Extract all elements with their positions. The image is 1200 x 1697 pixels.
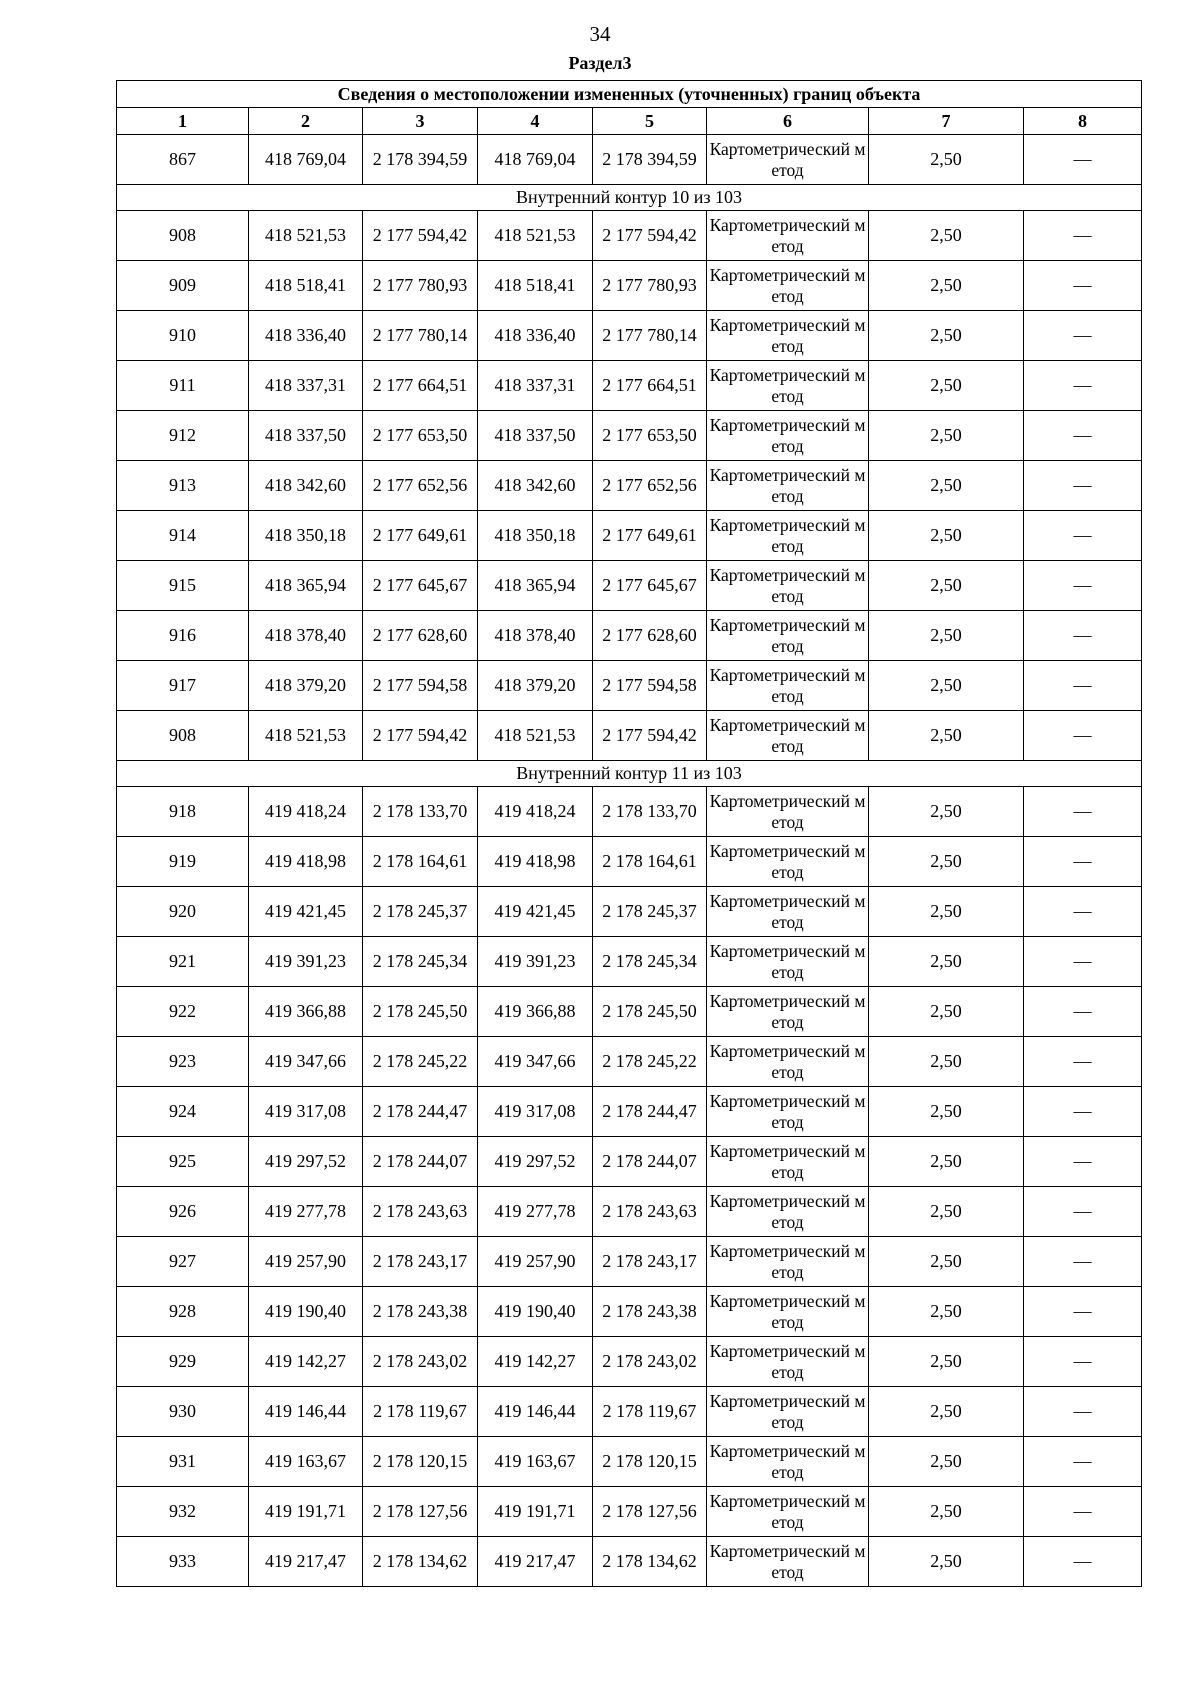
y-new-cell: 2 177 628,60 (593, 611, 707, 661)
description-cell: — (1024, 711, 1142, 761)
table-row (117, 787, 1142, 837)
accuracy-cell: 2,50 (869, 561, 1024, 611)
x-old-cell: 418 518,41 (249, 261, 363, 311)
description-cell: — (1024, 261, 1142, 311)
x-new-cell: 419 190,40 (478, 1287, 593, 1337)
point-number-cell: 932 (117, 1487, 249, 1537)
description-cell: — (1024, 1487, 1142, 1537)
accuracy-cell: 2,50 (869, 711, 1024, 761)
point-number-cell: 922 (117, 987, 249, 1037)
x-new-cell: 419 297,52 (478, 1137, 593, 1187)
table-row (117, 1037, 1142, 1087)
y-old-cell: 2 177 780,93 (363, 261, 478, 311)
point-number-cell: 911 (117, 361, 249, 411)
x-old-cell: 418 521,53 (249, 211, 363, 261)
y-old-cell: 2 178 127,56 (363, 1487, 478, 1537)
x-new-cell: 418 342,60 (478, 461, 593, 511)
method-cell: Картометрический метод (707, 787, 869, 837)
table-row (117, 1487, 1142, 1537)
description-cell: — (1024, 1387, 1142, 1437)
method-cell: Картометрический метод (707, 1337, 869, 1387)
y-old-cell: 2 177 594,58 (363, 661, 478, 711)
y-old-cell: 2 178 120,15 (363, 1437, 478, 1487)
table-row (117, 411, 1142, 461)
accuracy-cell: 2,50 (869, 887, 1024, 937)
method-cell: Картометрический метод (707, 1087, 869, 1137)
x-old-cell: 419 317,08 (249, 1087, 363, 1137)
x-old-cell: 418 521,53 (249, 711, 363, 761)
y-new-cell: 2 178 133,70 (593, 787, 707, 837)
table-row (117, 1237, 1142, 1287)
x-new-cell: 419 277,78 (478, 1187, 593, 1237)
table-row (117, 1287, 1142, 1337)
x-old-cell: 418 769,04 (249, 135, 363, 185)
description-cell: — (1024, 561, 1142, 611)
description-cell: — (1024, 411, 1142, 461)
point-number-cell: 920 (117, 887, 249, 937)
description-cell: — (1024, 1137, 1142, 1187)
description-cell: — (1024, 135, 1142, 185)
y-new-cell: 2 177 653,50 (593, 411, 707, 461)
accuracy-cell: 2,50 (869, 787, 1024, 837)
y-new-cell: 2 178 127,56 (593, 1487, 707, 1537)
y-new-cell: 2 178 243,63 (593, 1187, 707, 1237)
description-cell: — (1024, 937, 1142, 987)
column-header: 6 (707, 108, 869, 135)
x-old-cell: 418 350,18 (249, 511, 363, 561)
y-new-cell: 2 178 120,15 (593, 1437, 707, 1487)
x-old-cell: 419 257,90 (249, 1237, 363, 1287)
point-number-cell: 929 (117, 1337, 249, 1387)
table-row (117, 837, 1142, 887)
column-header: 3 (363, 108, 478, 135)
point-number-cell: 923 (117, 1037, 249, 1087)
x-new-cell: 419 418,98 (478, 837, 593, 887)
x-old-cell: 419 366,88 (249, 987, 363, 1037)
x-new-cell: 419 257,90 (478, 1237, 593, 1287)
accuracy-cell: 2,50 (869, 361, 1024, 411)
description-cell: — (1024, 1187, 1142, 1237)
section-title: Раздел3 (568, 53, 632, 73)
x-old-cell: 418 337,31 (249, 361, 363, 411)
x-new-cell: 419 142,27 (478, 1337, 593, 1387)
y-new-cell: 2 177 594,42 (593, 711, 707, 761)
y-old-cell: 2 177 594,42 (363, 211, 478, 261)
description-cell: — (1024, 1287, 1142, 1337)
x-old-cell: 419 391,23 (249, 937, 363, 987)
x-old-cell: 419 191,71 (249, 1487, 363, 1537)
column-header: 1 (117, 108, 249, 135)
y-old-cell: 2 178 245,37 (363, 887, 478, 937)
y-new-cell: 2 178 245,50 (593, 987, 707, 1037)
method-cell: Картометрический метод (707, 887, 869, 937)
point-number-cell: 908 (117, 211, 249, 261)
y-old-cell: 2 178 245,50 (363, 987, 478, 1037)
point-number-cell: 930 (117, 1387, 249, 1437)
accuracy-cell: 2,50 (869, 311, 1024, 361)
method-cell: Картометрический метод (707, 1287, 869, 1337)
description-cell: — (1024, 511, 1142, 561)
table-row (117, 311, 1142, 361)
table-row (117, 1437, 1142, 1487)
contour-header-row (117, 761, 1142, 787)
point-number-cell: 919 (117, 837, 249, 887)
y-old-cell: 2 178 134,62 (363, 1537, 478, 1587)
x-old-cell: 419 217,47 (249, 1537, 363, 1587)
accuracy-cell: 2,50 (869, 1037, 1024, 1087)
y-old-cell: 2 178 164,61 (363, 837, 478, 887)
x-old-cell: 418 379,20 (249, 661, 363, 711)
x-new-cell: 419 366,88 (478, 987, 593, 1037)
accuracy-cell: 2,50 (869, 411, 1024, 461)
point-number-cell: 912 (117, 411, 249, 461)
y-new-cell: 2 178 134,62 (593, 1537, 707, 1587)
accuracy-cell: 2,50 (869, 211, 1024, 261)
x-new-cell: 419 317,08 (478, 1087, 593, 1137)
table-row (117, 461, 1142, 511)
x-new-cell: 419 191,71 (478, 1487, 593, 1537)
method-cell: Картометрический метод (707, 1537, 869, 1587)
contour-label: Внутренний контур 10 из 103 (117, 185, 1142, 211)
accuracy-cell: 2,50 (869, 1187, 1024, 1237)
x-old-cell: 418 337,50 (249, 411, 363, 461)
point-number-cell: 931 (117, 1437, 249, 1487)
table-row (117, 1137, 1142, 1187)
y-new-cell: 2 178 164,61 (593, 837, 707, 887)
accuracy-cell: 2,50 (869, 135, 1024, 185)
accuracy-cell: 2,50 (869, 461, 1024, 511)
y-old-cell: 2 178 133,70 (363, 787, 478, 837)
x-new-cell: 418 769,04 (478, 135, 593, 185)
column-header: 7 (869, 108, 1024, 135)
contour-header-row (117, 185, 1142, 211)
x-new-cell: 418 365,94 (478, 561, 593, 611)
y-old-cell: 2 177 664,51 (363, 361, 478, 411)
description-cell: — (1024, 1237, 1142, 1287)
x-old-cell: 419 418,24 (249, 787, 363, 837)
accuracy-cell: 2,50 (869, 661, 1024, 711)
point-number-cell: 921 (117, 937, 249, 987)
x-new-cell: 419 421,45 (478, 887, 593, 937)
table-row (117, 887, 1142, 937)
point-number-cell: 909 (117, 261, 249, 311)
table-row (117, 987, 1142, 1037)
x-new-cell: 418 337,50 (478, 411, 593, 461)
table-body (117, 135, 1142, 1587)
x-new-cell: 418 378,40 (478, 611, 593, 661)
description-cell: — (1024, 311, 1142, 361)
method-cell: Картометрический метод (707, 1237, 869, 1287)
table-row (117, 211, 1142, 261)
description-cell: — (1024, 1537, 1142, 1587)
method-cell: Картометрический метод (707, 987, 869, 1037)
x-new-cell: 418 518,41 (478, 261, 593, 311)
method-cell: Картометрический метод (707, 561, 869, 611)
y-old-cell: 2 178 244,47 (363, 1087, 478, 1137)
table-row (117, 711, 1142, 761)
x-old-cell: 418 378,40 (249, 611, 363, 661)
accuracy-cell: 2,50 (869, 1087, 1024, 1137)
accuracy-cell: 2,50 (869, 837, 1024, 887)
description-cell: — (1024, 611, 1142, 661)
description-cell: — (1024, 361, 1142, 411)
x-new-cell: 418 350,18 (478, 511, 593, 561)
method-cell: Картометрический метод (707, 611, 869, 661)
table-row (117, 1537, 1142, 1587)
description-cell: — (1024, 211, 1142, 261)
column-header: 2 (249, 108, 363, 135)
table-row (117, 1387, 1142, 1437)
x-old-cell: 419 347,66 (249, 1037, 363, 1087)
accuracy-cell: 2,50 (869, 611, 1024, 661)
y-new-cell: 2 178 394,59 (593, 135, 707, 185)
y-new-cell: 2 177 652,56 (593, 461, 707, 511)
y-old-cell: 2 178 244,07 (363, 1137, 478, 1187)
column-header: 8 (1024, 108, 1142, 135)
y-old-cell: 2 178 243,02 (363, 1337, 478, 1387)
y-new-cell: 2 178 244,07 (593, 1137, 707, 1187)
description-cell: — (1024, 787, 1142, 837)
method-cell: Картометрический метод (707, 711, 869, 761)
x-new-cell: 419 217,47 (478, 1537, 593, 1587)
point-number-cell: 924 (117, 1087, 249, 1137)
accuracy-cell: 2,50 (869, 1287, 1024, 1337)
y-old-cell: 2 177 645,67 (363, 561, 478, 611)
y-new-cell: 2 177 780,14 (593, 311, 707, 361)
y-new-cell: 2 178 243,38 (593, 1287, 707, 1337)
accuracy-cell: 2,50 (869, 1437, 1024, 1487)
contour-label: Внутренний контур 11 из 103 (117, 761, 1142, 787)
table-row (117, 1187, 1142, 1237)
description-cell: — (1024, 1337, 1142, 1387)
point-number-cell: 917 (117, 661, 249, 711)
x-new-cell: 419 146,44 (478, 1387, 593, 1437)
description-cell: — (1024, 987, 1142, 1037)
accuracy-cell: 2,50 (869, 1137, 1024, 1187)
y-old-cell: 2 177 652,56 (363, 461, 478, 511)
point-number-cell: 915 (117, 561, 249, 611)
description-cell: — (1024, 661, 1142, 711)
y-new-cell: 2 178 245,34 (593, 937, 707, 987)
y-old-cell: 2 178 243,17 (363, 1237, 478, 1287)
x-old-cell: 418 342,60 (249, 461, 363, 511)
description-cell: — (1024, 837, 1142, 887)
accuracy-cell: 2,50 (869, 1237, 1024, 1287)
x-old-cell: 418 365,94 (249, 561, 363, 611)
table-row (117, 361, 1142, 411)
point-number-cell: 867 (117, 135, 249, 185)
description-cell: — (1024, 461, 1142, 511)
y-old-cell: 2 177 594,42 (363, 711, 478, 761)
y-old-cell: 2 178 243,38 (363, 1287, 478, 1337)
y-old-cell: 2 177 780,14 (363, 311, 478, 361)
table-row (117, 511, 1142, 561)
method-cell: Картометрический метод (707, 461, 869, 511)
x-new-cell: 418 336,40 (478, 311, 593, 361)
x-new-cell: 419 347,66 (478, 1037, 593, 1087)
method-cell: Картометрический метод (707, 1387, 869, 1437)
method-cell: Картометрический метод (707, 511, 869, 561)
y-new-cell: 2 178 245,37 (593, 887, 707, 937)
y-new-cell: 2 177 645,67 (593, 561, 707, 611)
x-old-cell: 419 163,67 (249, 1437, 363, 1487)
y-new-cell: 2 177 594,58 (593, 661, 707, 711)
x-old-cell: 418 336,40 (249, 311, 363, 361)
description-cell: — (1024, 1087, 1142, 1137)
accuracy-cell: 2,50 (869, 1387, 1024, 1437)
method-cell: Картометрический метод (707, 211, 869, 261)
x-old-cell: 419 421,45 (249, 887, 363, 937)
method-cell: Картометрический метод (707, 1437, 869, 1487)
point-number-cell: 928 (117, 1287, 249, 1337)
table-row (117, 661, 1142, 711)
table-row (117, 1337, 1142, 1387)
description-cell: — (1024, 1037, 1142, 1087)
x-new-cell: 418 521,53 (478, 211, 593, 261)
y-old-cell: 2 177 628,60 (363, 611, 478, 661)
x-old-cell: 419 277,78 (249, 1187, 363, 1237)
x-old-cell: 419 142,27 (249, 1337, 363, 1387)
method-cell: Картометрический метод (707, 411, 869, 461)
description-cell: — (1024, 887, 1142, 937)
y-new-cell: 2 177 664,51 (593, 361, 707, 411)
y-new-cell: 2 178 245,22 (593, 1037, 707, 1087)
accuracy-cell: 2,50 (869, 1337, 1024, 1387)
method-cell: Картометрический метод (707, 661, 869, 711)
point-number-cell: 918 (117, 787, 249, 837)
x-old-cell: 419 146,44 (249, 1387, 363, 1437)
table-row (117, 261, 1142, 311)
accuracy-cell: 2,50 (869, 937, 1024, 987)
x-old-cell: 419 418,98 (249, 837, 363, 887)
y-old-cell: 2 178 243,63 (363, 1187, 478, 1237)
accuracy-cell: 2,50 (869, 261, 1024, 311)
x-new-cell: 419 418,24 (478, 787, 593, 837)
x-new-cell: 419 391,23 (478, 937, 593, 987)
x-new-cell: 418 337,31 (478, 361, 593, 411)
x-new-cell: 418 521,53 (478, 711, 593, 761)
method-cell: Картометрический метод (707, 135, 869, 185)
y-new-cell: 2 178 243,17 (593, 1237, 707, 1287)
y-new-cell: 2 178 244,47 (593, 1087, 707, 1137)
method-cell: Картометрический метод (707, 1037, 869, 1087)
point-number-cell: 925 (117, 1137, 249, 1187)
table-caption: Сведения о местоположении измененных (уточненных) границ объекта (117, 81, 1142, 108)
method-cell: Картометрический метод (707, 837, 869, 887)
y-old-cell: 2 178 245,22 (363, 1037, 478, 1087)
y-old-cell: 2 178 394,59 (363, 135, 478, 185)
table-row (117, 1087, 1142, 1137)
accuracy-cell: 2,50 (869, 511, 1024, 561)
y-old-cell: 2 178 119,67 (363, 1387, 478, 1437)
method-cell: Картометрический метод (707, 1487, 869, 1537)
accuracy-cell: 2,50 (869, 987, 1024, 1037)
accuracy-cell: 2,50 (869, 1487, 1024, 1537)
method-cell: Картометрический метод (707, 261, 869, 311)
method-cell: Картометрический метод (707, 1187, 869, 1237)
x-old-cell: 419 297,52 (249, 1137, 363, 1187)
y-old-cell: 2 177 649,61 (363, 511, 478, 561)
y-new-cell: 2 177 780,93 (593, 261, 707, 311)
page-number: 34 (589, 22, 611, 46)
x-new-cell: 418 379,20 (478, 661, 593, 711)
point-number-cell: 916 (117, 611, 249, 661)
point-number-cell: 913 (117, 461, 249, 511)
method-cell: Картометрический метод (707, 937, 869, 987)
description-cell: — (1024, 1437, 1142, 1487)
point-number-cell: 926 (117, 1187, 249, 1237)
point-number-cell: 914 (117, 511, 249, 561)
y-new-cell: 2 177 594,42 (593, 211, 707, 261)
table-row (117, 611, 1142, 661)
table-row (117, 937, 1142, 987)
y-new-cell: 2 178 243,02 (593, 1337, 707, 1387)
y-new-cell: 2 177 649,61 (593, 511, 707, 561)
point-number-cell: 927 (117, 1237, 249, 1287)
table-row (117, 561, 1142, 611)
method-cell: Картометрический метод (707, 311, 869, 361)
x-old-cell: 419 190,40 (249, 1287, 363, 1337)
point-number-cell: 910 (117, 311, 249, 361)
y-old-cell: 2 177 653,50 (363, 411, 478, 461)
point-number-cell: 933 (117, 1537, 249, 1587)
coordinates-table (116, 80, 1142, 1587)
column-header: 4 (478, 108, 593, 135)
point-number-cell: 908 (117, 711, 249, 761)
column-number-row (117, 108, 1142, 135)
accuracy-cell: 2,50 (869, 1537, 1024, 1587)
table-row (117, 135, 1142, 185)
y-new-cell: 2 178 119,67 (593, 1387, 707, 1437)
x-new-cell: 419 163,67 (478, 1437, 593, 1487)
method-cell: Картометрический метод (707, 1137, 869, 1187)
y-old-cell: 2 178 245,34 (363, 937, 478, 987)
column-header: 5 (593, 108, 707, 135)
method-cell: Картометрический метод (707, 361, 869, 411)
